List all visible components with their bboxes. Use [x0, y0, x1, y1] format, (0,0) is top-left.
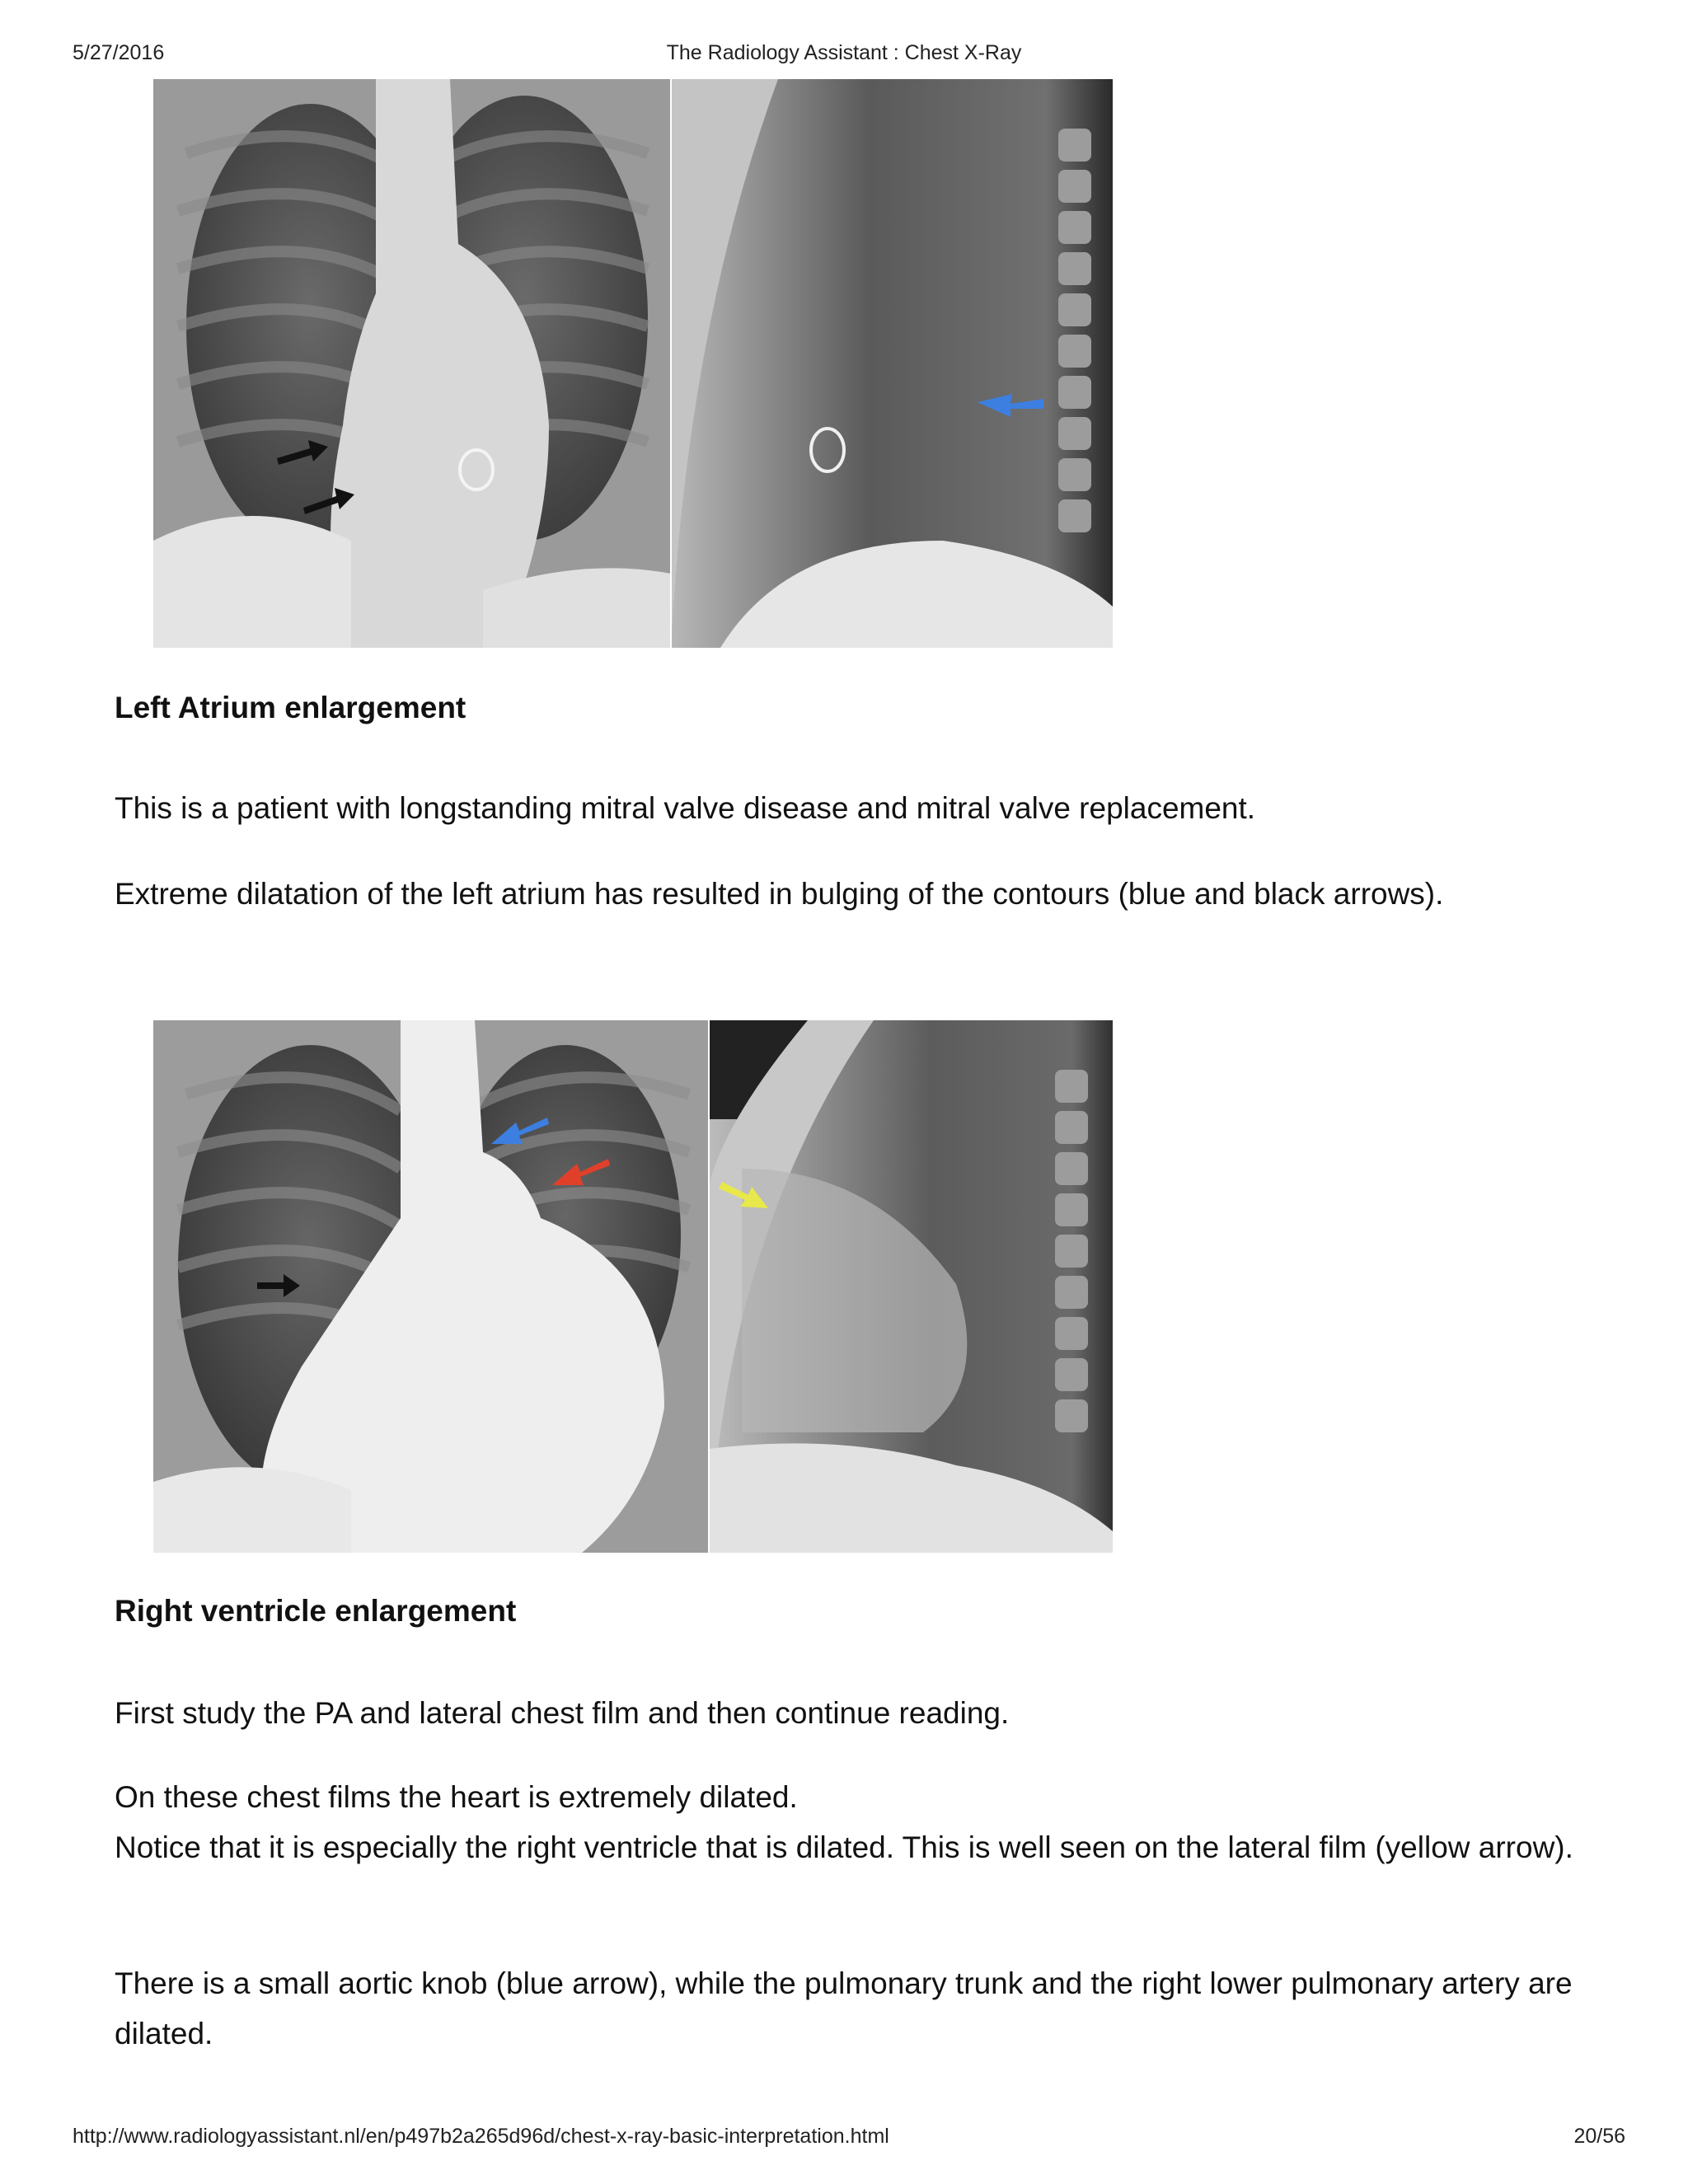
page-number: 20/56 [1573, 2125, 1625, 2148]
paragraph: There is a small aortic knob (blue arrow), while the pulmonary trunk and the right lower pulmonary artery are dilated. [115, 1966, 1573, 2050]
print-date: 5/27/2016 [73, 41, 165, 64]
section-heading-right-ventricle: Right ventricle enlargement [115, 1594, 517, 1628]
print-title: The Radiology Assistant : Chest X-Ray [666, 41, 1022, 64]
paragraph: Extreme dilatation of the left atrium has resulted in bulging of the contours (blue and black arrows). [115, 877, 1444, 911]
pa-chest-film [153, 1020, 709, 1553]
lateral-chest-film [709, 1020, 1113, 1553]
print-url: http://www.radiologyassistant.nl/en/p497b2a265d96d/chest-x-ray-basic-interpretation.html [73, 2125, 889, 2148]
paragraph: On these chest films the heart is extremely dilated. Notice that it is especially the right ventricle that is dilated. This is well seen on the lateral film (yellow arrow). [115, 1780, 1573, 1864]
paragraph: First study the PA and lateral chest film and then continue reading. [115, 1696, 1010, 1730]
paragraph: This is a patient with longstanding mitral valve disease and mitral valve replacement. [115, 791, 1256, 825]
pa-chest-film [153, 79, 671, 648]
figure-right-ventricle-xray [153, 1020, 1113, 1553]
lateral-chest-film [671, 79, 1113, 648]
section-heading-left-atrium: Left Atrium enlargement [115, 691, 467, 724]
figure-left-atrium-xray [153, 79, 1113, 648]
